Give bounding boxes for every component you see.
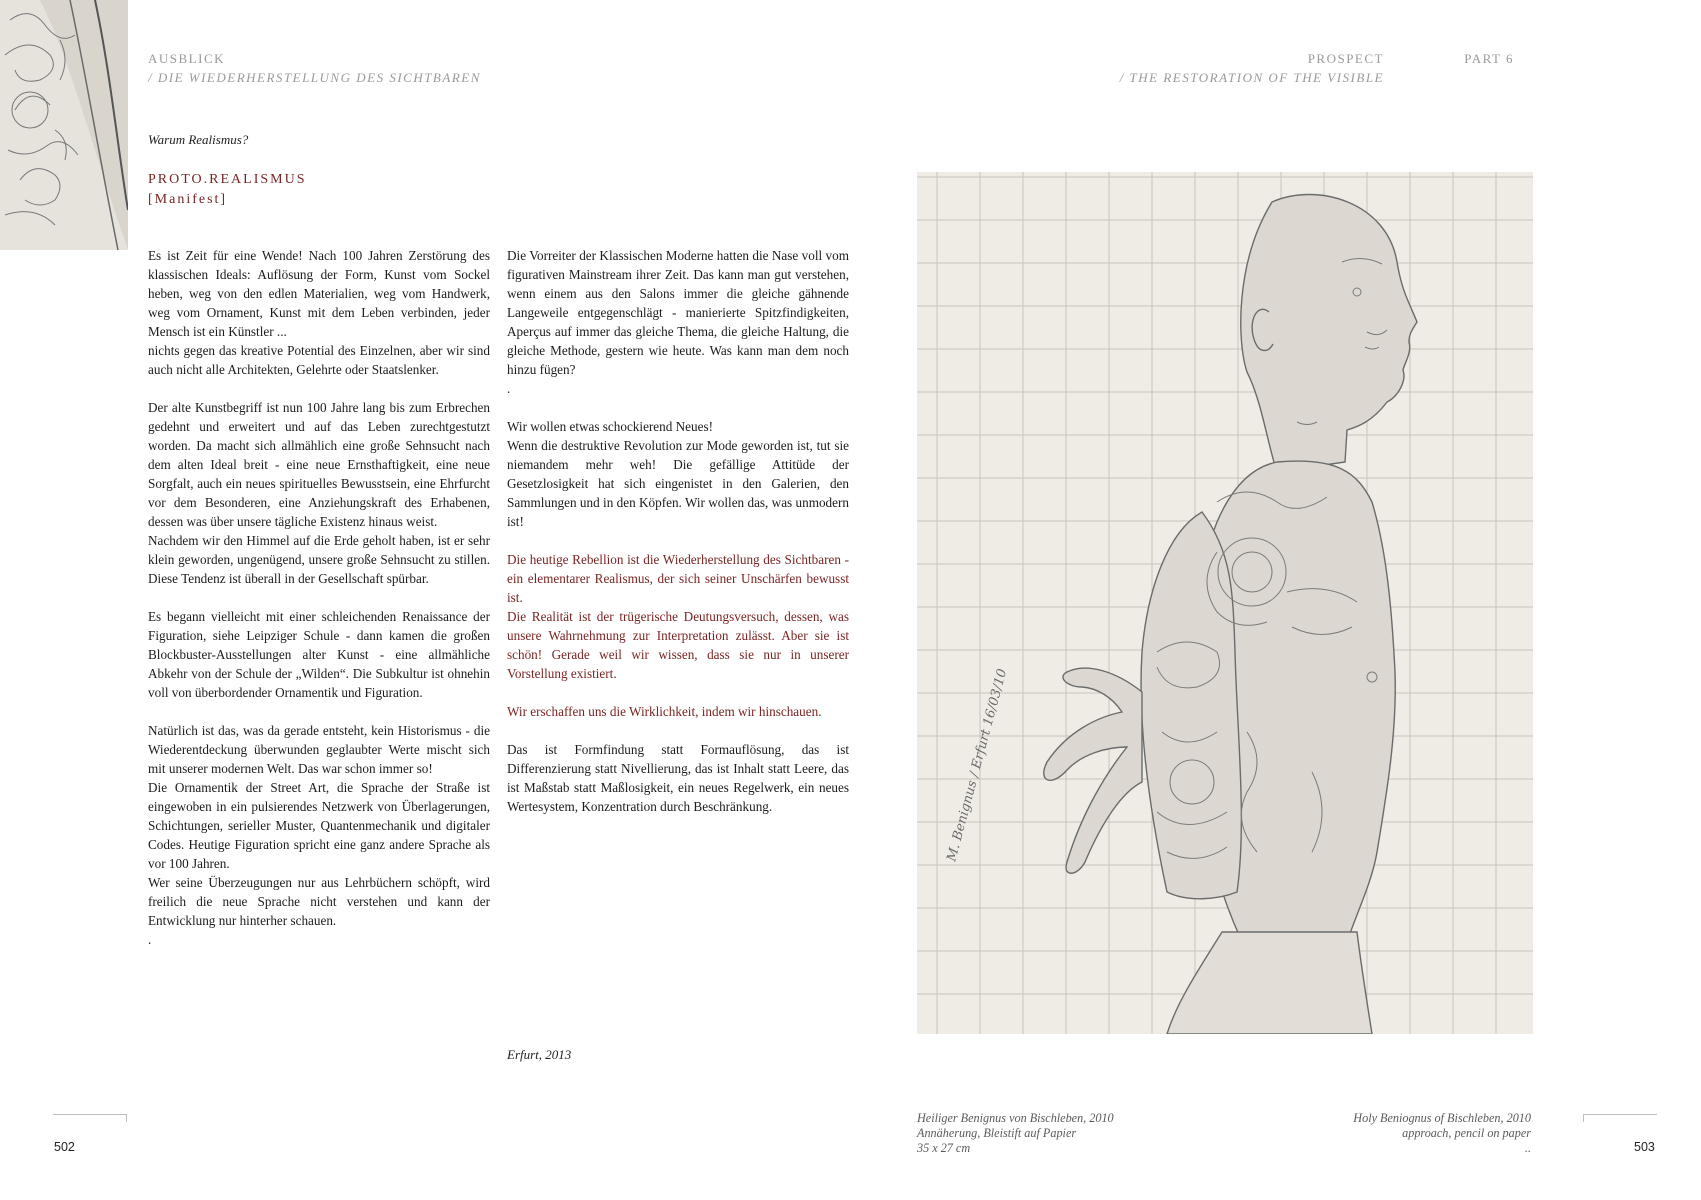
running-header-left bbox=[148, 49, 481, 87]
caption-english bbox=[1353, 1111, 1531, 1156]
page-number-left: 502 bbox=[54, 1140, 75, 1154]
header-right-subtitle: / THE RESTORATION OF THE VISIBLE bbox=[1119, 70, 1384, 85]
manifest-title: PROTO.REALISMUS bbox=[148, 172, 307, 187]
paragraph: Der alte Kunstbegriff ist nun 100 Jahre lang bis zum Erbrechen gedehnt und erweitert und auf das Leben zurechtgestutzt worden. Da macht sich allmählich eine große Sehnsucht nach dem alten Ideal breit - eine neue Ernsthaftigkeit, eine neue Sorgfalt, auch ein neues spirituelles Bewusstsein, eine Ehrfurcht vor dem Besonderen, eine Anziehungskraft des Erhabenen, dessen was über unsere tägliche Existenz hinaus weist. bbox=[148, 400, 490, 529]
paragraph: Natürlich ist das, was da gerade entsteht, kein Historismus - die Wiederentdeckung überwunden geglaubter Werte mischt sich mit unserer modernen Welt. Das war schon immer so! bbox=[148, 723, 490, 776]
signoff-place-date: Erfurt, 2013 bbox=[507, 1047, 572, 1062]
paragraph-highlight: Die heutige Rebellion ist die Wiederherstellung des Sichtbaren - ein elementarer Realismus, der sich seiner Unschärfen bewusst ist. bbox=[507, 552, 849, 605]
paragraph-highlight: Die Realität ist der trügerische Deutungsversuch, dessen, was unsere Wahrnehmung zur Interpretation zulässt. Aber sie ist schön! Gerade weil wir wissen, dass sie nur in unserer Vorstellung existiert. bbox=[507, 609, 849, 681]
caption-de-line: 35 x 27 cm bbox=[917, 1141, 971, 1155]
paragraph: Nachdem wir den Himmel auf die Erde geholt haben, ist er sehr klein geworden, ungenügend, unsere große Sehnsucht zu stillen. Diese Tendenz ist überall in der Gesellschaft spürbar. bbox=[148, 533, 490, 586]
paragraph: Wer seine Überzeugungen nur aus Lehrbüchern schöpft, wird freilich die neue Sprache nicht verstehen und kann der Entwicklung nur hinterher schauen. bbox=[148, 875, 490, 928]
intro-question: Warum Realismus? bbox=[148, 132, 249, 147]
running-header-right bbox=[1120, 49, 1384, 87]
caption-en-line: Holy Beniognus of Bischleben, 2010 bbox=[1353, 1111, 1531, 1125]
paragraph-highlight: Wir erschaffen uns die Wirklichkeit, indem wir hinschauen. bbox=[507, 704, 822, 719]
artwork-pencil-drawing bbox=[917, 172, 1533, 1034]
footer-rule-left bbox=[53, 1114, 127, 1122]
manifest-heading bbox=[148, 170, 307, 210]
paragraph: Das ist Formfindung statt Formauflösung, das ist Differenzierung statt Nivellierung, das ist Inhalt statt Leere, das ist Maßstab statt Maßlosigkeit, ein neues Regelwerk, ein neues Wertesystem, Konzentration durch Beschränkung. bbox=[507, 742, 849, 814]
caption-german bbox=[917, 1111, 1114, 1156]
page-number-right: 503 bbox=[1634, 1140, 1655, 1154]
caption-de-line: Heiliger Benignus von Bischleben, 2010 bbox=[917, 1111, 1114, 1125]
text-column-left bbox=[148, 246, 490, 949]
manifest-label: [Manifest] bbox=[148, 192, 228, 207]
caption-de-line: Annäherung, Bleistift auf Papier bbox=[917, 1126, 1077, 1140]
paragraph: Wenn die destruktive Revolution zur Mode geworden ist, tut sie niemandem mehr weh! Die gefällige Attitüde der Gesetzlosigkeit hat sich eingenistet in den Galerien, den Sammlungen und in den Köpfen. Wir wollen das, was unmodern ist! bbox=[507, 438, 849, 529]
paragraph: nichts gegen das kreative Potential des Einzelnen, aber wir sind auch nicht alle Architekten, Gelehrte oder Staatslenker. bbox=[148, 343, 490, 377]
header-left-title: AUSBLICK bbox=[148, 51, 226, 66]
paragraph: . bbox=[148, 932, 152, 947]
caption-en-line: .. bbox=[1524, 1141, 1531, 1155]
caption-en-line: approach, pencil on paper bbox=[1402, 1126, 1531, 1140]
artwork-signature: M. Benignus / Erfurt 16/03/10 bbox=[944, 667, 1011, 864]
paragraph: Wir wollen etwas schockierend Neues! bbox=[507, 419, 713, 434]
paragraph: Die Vorreiter der Klassischen Moderne hatten die Nase voll vom figurativen Mainstream ihrer Zeit. Das kann man gut verstehen, wenn einem aus den Salons immer die gleiche gähnende Langeweile entgegenschlägt - manierierte Spitzfindigkeiten, Aperçus auf immer das gleiche Thema, die gleiche Haltung, die gleiche Methode, gestern wie heute. Was kann man dem noch hinzu fügen? bbox=[507, 248, 849, 377]
header-right-title: PROSPECT bbox=[1307, 51, 1384, 66]
paragraph: Es begann vielleicht mit einer schleichenden Renaissance der Figuration, siehe Leipziger Schule - dann kamen die großen Blockbuster-Ausstellungen alter Kunst - eine allmähliche Abkehr von der Schule der „Wilden“. Die Subkultur ist ohnehin voll von überbordender Ornamentik und Figuration. bbox=[148, 609, 490, 700]
part-label: PART 6 bbox=[1464, 51, 1514, 66]
header-left-subtitle: / DIE WIEDERHERSTELLUNG DES SICHTBAREN bbox=[148, 70, 481, 85]
paragraph: Es ist Zeit für eine Wende! Nach 100 Jahren Zerstörung des klassischen Ideals: Auflösung der Form, Kunst vom Sockel heben, weg von den edlen Materialien, weg vom Handwerk, weg vom Ornament, Kunst mit dem Leben verbinden, jeder Mensch ist ein Künstler ... bbox=[148, 248, 490, 339]
paragraph: . bbox=[507, 381, 511, 396]
text-column-right bbox=[507, 246, 849, 816]
paragraph: Die Ornamentik der Street Art, die Sprache der Straße ist eingewoben in ein pulsierendes Netzwerk von Überlagerungen, Schichtungen, serieller Muster, Quantenmechanik und digitaler Codes. Heutige Figuration spricht eine ganz andere Sprache als vor 100 Jahren. bbox=[148, 780, 490, 871]
corner-drawing-detail bbox=[0, 0, 128, 250]
footer-rule-right bbox=[1583, 1114, 1657, 1122]
